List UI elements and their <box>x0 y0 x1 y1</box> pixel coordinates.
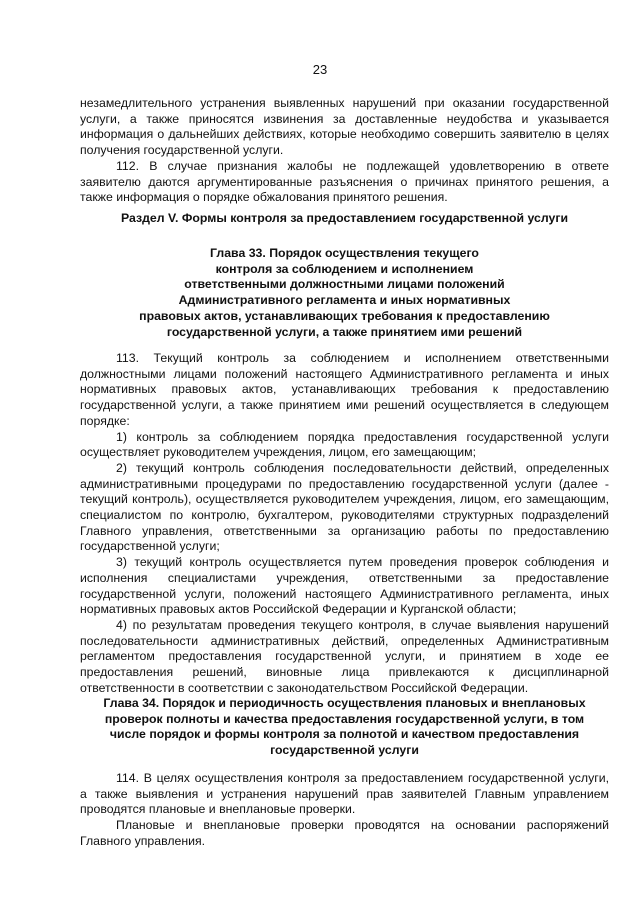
heading-line: контроля за соблюдением и исполнением <box>215 261 474 276</box>
text-block-chapter-34 <box>80 771 609 850</box>
page-number: 23 <box>312 62 328 77</box>
text-block-top <box>80 96 609 206</box>
heading-line: государственной услуги <box>270 743 419 758</box>
heading-line: Глава 34. Порядок и периодичность осуществления плановых и внеплановых <box>103 696 586 710</box>
text-block-chapter-33 <box>80 351 609 696</box>
list-item-2: 2) текущий контроль соблюдения последовательности действий, определенных административными процедурами по предоставлению государственной услуги (далее - текущий контроль), осуществляется руководителем учреждения, лицом, его замещающим, специалистом по контролю, бухгалтером, руководителями структурных подразделений Главного управления, ответственными за организацию работы по предоставлению государственной услуги; <box>80 460 609 554</box>
paragraph-112: 112. В случае признания жалобы не подлежащей удовлетворению в ответе заявителю даются аргументированные разъяснения о причинах принятого решения, а также информация о порядке обжалования принятого решения. <box>80 158 609 205</box>
heading-line: правовых актов, устанавливающих требования к предоставлению <box>139 308 550 323</box>
paragraph-113: 113. Текущий контроль за соблюдением и исполнением ответственными должностными лицами положений настоящего Административного регламента и иных нормативных правовых актов, устанавливающих требования к предоставлению государственной услуги, а также принятием ими решений осуществляется в следующем порядке: <box>80 351 609 428</box>
chapter-34-heading <box>80 696 609 759</box>
chapter-33-heading <box>80 246 609 340</box>
heading-line: Глава 33. Порядок осуществления текущего <box>210 246 479 260</box>
list-item-1: 1) контроль за соблюдением порядка предоставления государственной услуги осуществляет руководителем учреждения, лицом, его замещающим; <box>80 429 609 460</box>
heading-line: проверок полноты и качества предоставления государственной услуги, в том <box>104 711 585 726</box>
heading-line: Административного регламента и иных нормативных <box>178 293 511 308</box>
paragraph-continuation: незамедлительного устранения выявленных нарушений при оказании государственной услуги, а также приносятся извинения за доставленные неудобства и указывается информация о дальнейших действиях, которые необходимо совершить заявителю в целях получения государственной услуги. <box>80 96 609 158</box>
heading-line: числе порядок и формы контроля за полнотой и качеством предоставления <box>109 727 580 742</box>
list-item-3: 3) текущий контроль осуществляется путем проведения проверок соблюдения и исполнения специалистами учреждения, ответственными за предоставление государственной услуги, положений настоящего Административного регламента, иных нормативных правовых актов Российской Федерации и Курганской области; <box>80 555 609 617</box>
paragraph-114: 114. В целях осуществления контроля за предоставлением государственной услуги, а также выявления и устранения нарушений прав заявителей Главным управлением проводятся плановые и внеплановые проверки. <box>80 771 609 817</box>
heading-line: государственной услуги, а также принятием ими решений <box>166 324 523 339</box>
paragraph-inspections: Плановые и внеплановые проверки проводятся на основании распоряжений Главного управления. <box>80 818 609 848</box>
list-item-4: 4) по результатам проведения текущего контроля, в случае выявления нарушений последовательности административных действий, определенных Административным регламентом предоставления государственной услуги, и принятием в ходе ее предоставления решений, виновные лица привлекаются к дисциплинарной ответственности в соответствии с законодательством Российской Федерации. <box>80 617 609 695</box>
section-heading: Раздел V. Формы контроля за предоставлением государственной услуги <box>120 211 569 225</box>
heading-line: ответственными должностными лицами положений <box>184 277 505 292</box>
